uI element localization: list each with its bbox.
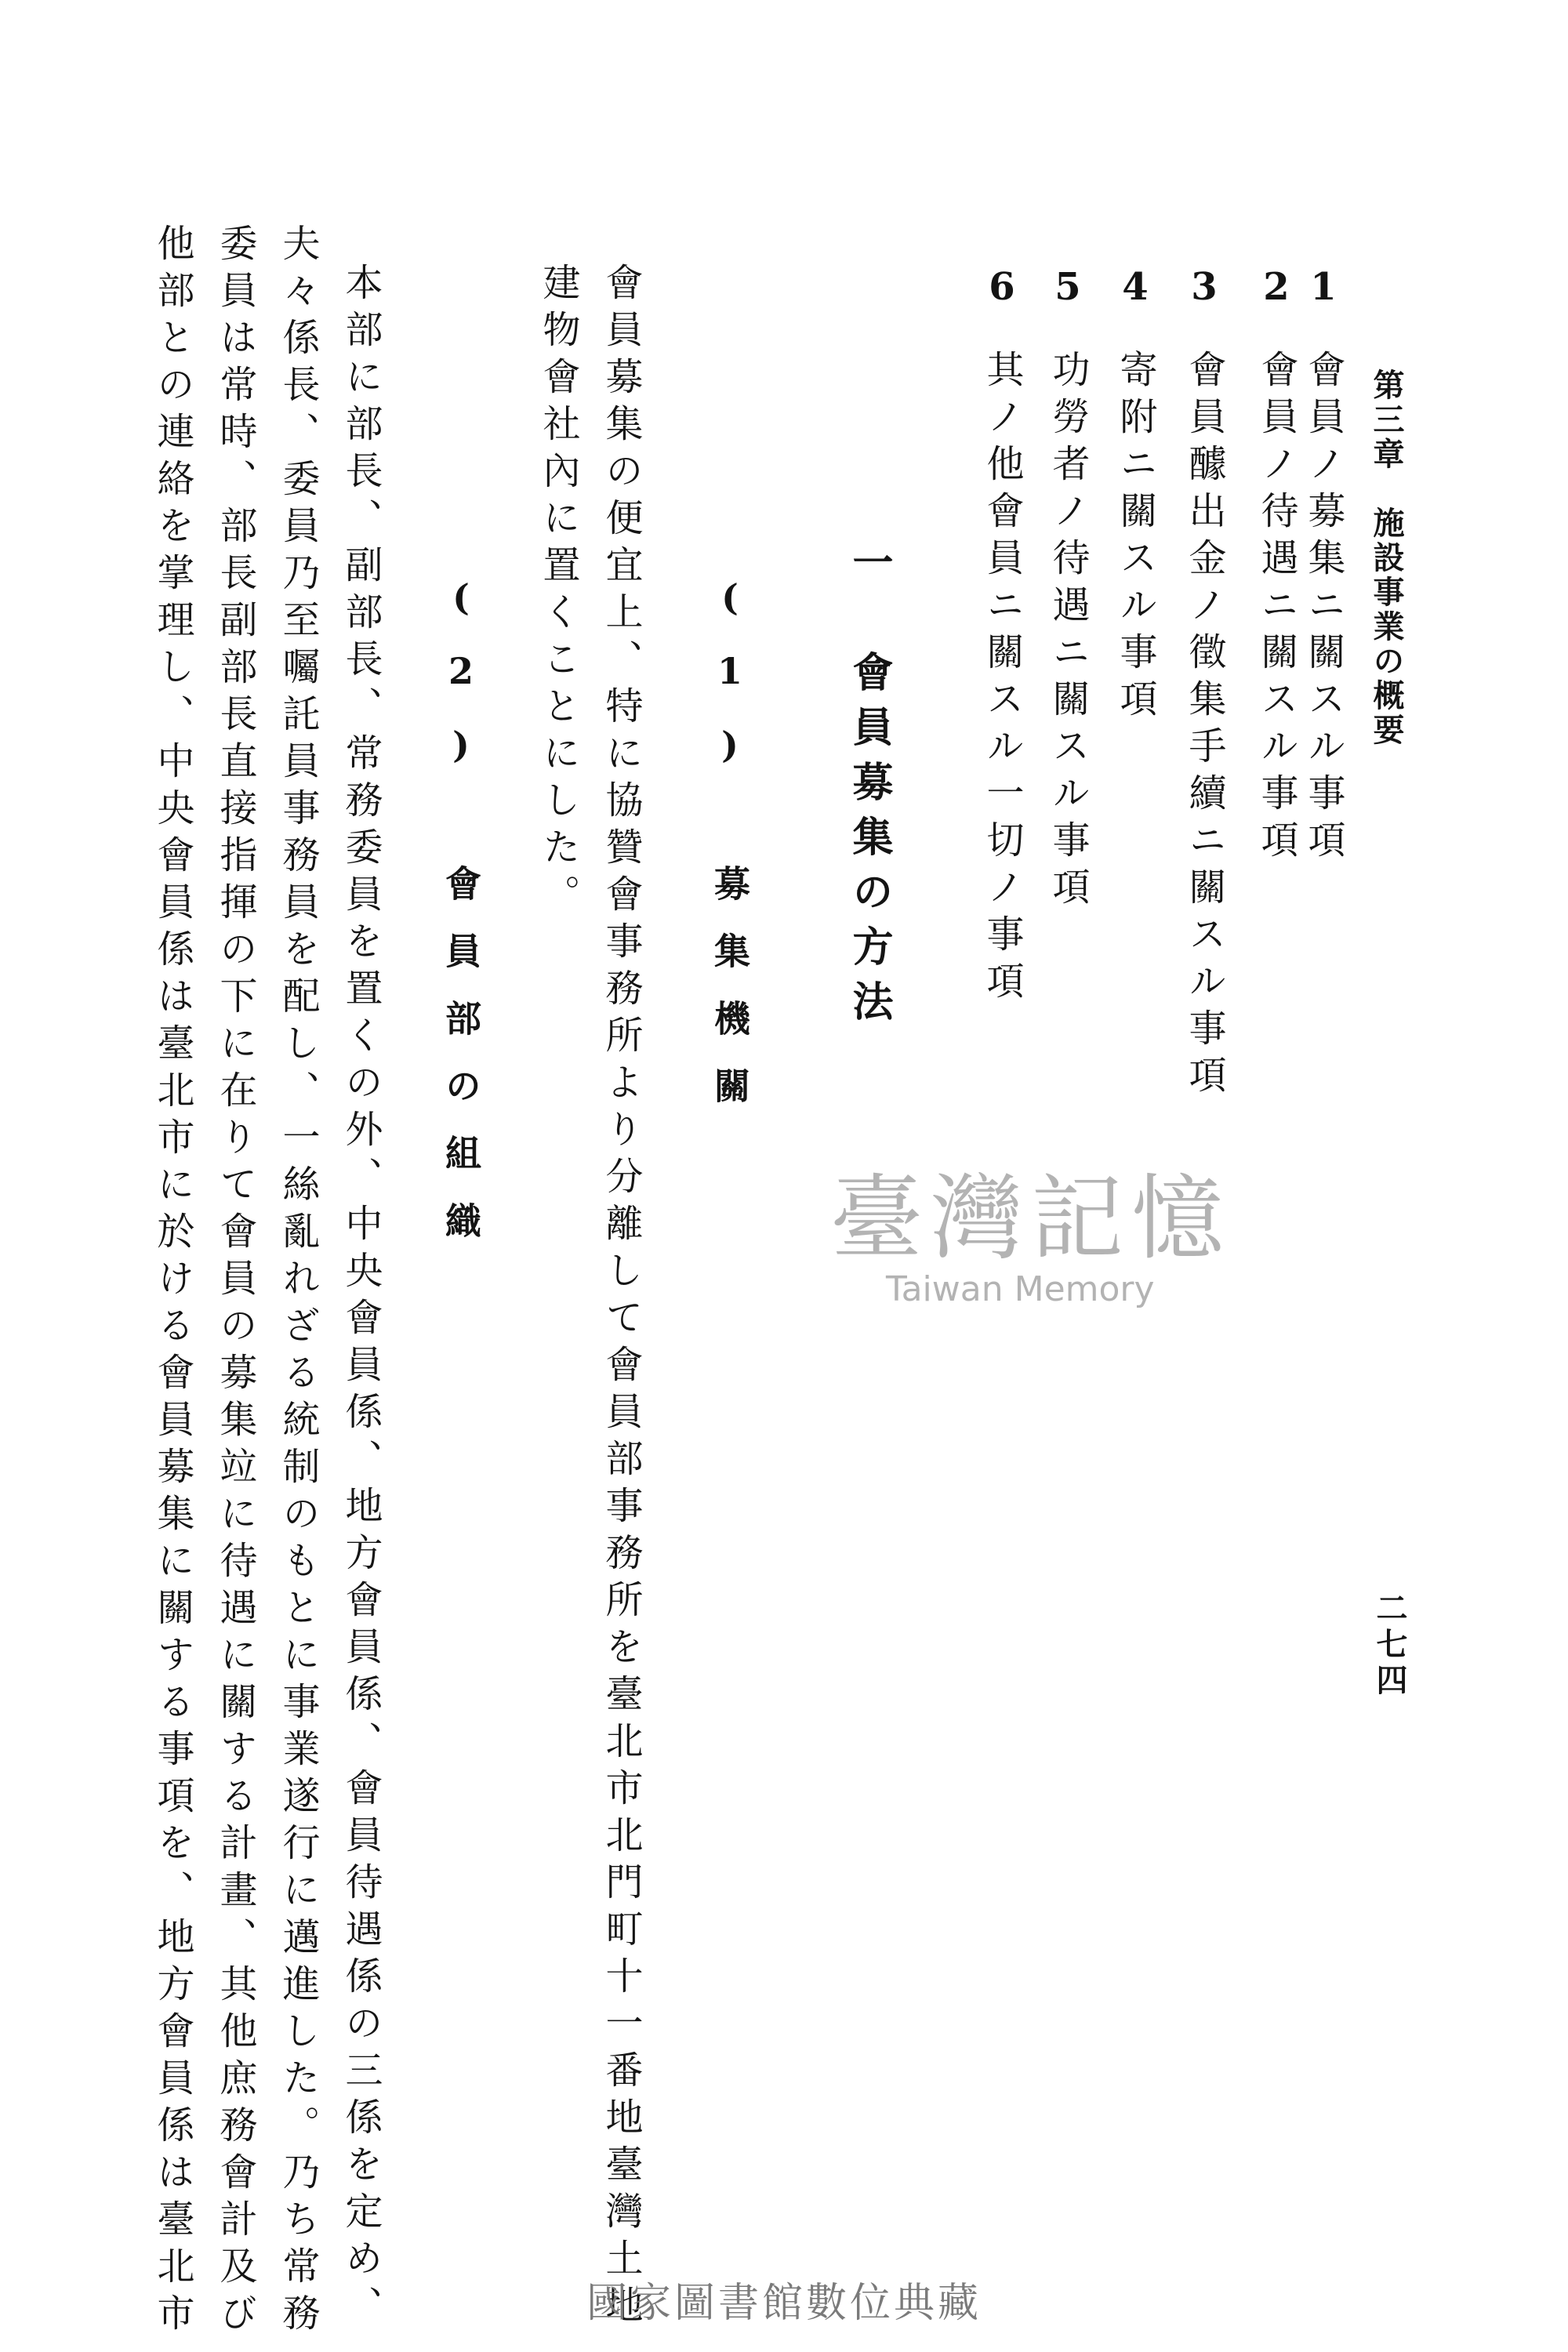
- paragraph-line: 會員募集の便宜上、特に協贊會事務所より分離して會員部事務所を臺北市北門町十一番地臺灣土地: [599, 263, 643, 2332]
- watermark-english: Taiwan Memory: [886, 1269, 1155, 1309]
- item-text: 其ノ他會員ニ關スル一切ノ事項: [980, 350, 1024, 1008]
- section-title: 一 會員募集の方法: [845, 541, 893, 1035]
- page-number: 二七四: [1371, 1592, 1408, 1700]
- list-item: [1182, 265, 1226, 1102]
- list-item: [980, 265, 1024, 1008]
- item-text: 寄附ニ關スル事項: [1113, 350, 1157, 726]
- watermark-logo: [776, 1164, 1286, 1309]
- paragraph-line: 建物會社內に置くことにした。: [536, 263, 580, 921]
- watermark-chinese: 臺灣記憶: [829, 1164, 1232, 1272]
- item-number: 4: [1113, 265, 1157, 318]
- item-number: 2: [1254, 265, 1298, 318]
- paragraph-line: 本部に部長、副部長、常務委員を置くの外、中央會員係、地方會員係、會員待遇係の三係を定め、: [339, 263, 383, 2332]
- list-item: [1254, 265, 1298, 867]
- item-number: 6: [980, 265, 1024, 318]
- chapter-header: 第三章 施設事業の概要: [1368, 368, 1405, 748]
- item-text: 會員醵出金ノ徵集手續ニ關スル事項: [1182, 350, 1226, 1102]
- item-number: 3: [1182, 265, 1226, 318]
- paragraph-line: 委員は常時、部長副部長直接指揮の下に在りて會員の募集竝に待遇に關する計畫、其他庶務會計及び: [213, 223, 257, 2340]
- list-item: [1046, 265, 1090, 914]
- list-item: [1301, 265, 1345, 867]
- paragraph-line: 他部との連絡を掌理し、中央會員係は臺北市に於ける會員募集に關する事項を、地方會員係は臺北市: [151, 223, 194, 2340]
- list-item: [1113, 265, 1157, 726]
- item-text: 會員ノ待遇ニ關スル事項: [1254, 350, 1298, 867]
- paragraph-line: 夫々係長、委員乃至囑託員事務員を配し、一絲亂れざる統制のもとに事業遂行に邁進した。乃ち常務: [276, 223, 320, 2340]
- subsection-title: (1) 募集機關: [709, 576, 751, 1134]
- item-text: 功勞者ノ待遇ニ關スル事項: [1046, 350, 1090, 914]
- subsection-title: (2) 會員部の組織: [440, 576, 482, 1269]
- item-text: 會員ノ募集ニ關スル事項: [1301, 350, 1345, 867]
- item-number: 5: [1046, 265, 1090, 318]
- footer-label: 國家圖書館數位典藏: [586, 2280, 982, 2327]
- item-number: 1: [1301, 265, 1345, 318]
